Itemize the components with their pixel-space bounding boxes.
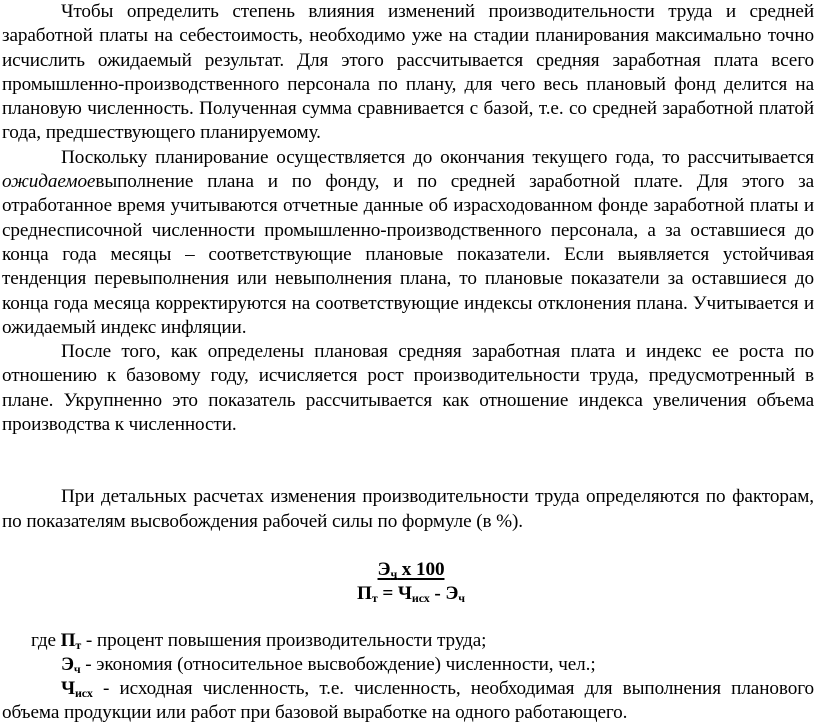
definition-subscript: ч: [73, 661, 81, 676]
formula-symbol: П: [357, 583, 372, 605]
formula-subscript: ч: [458, 591, 465, 606]
paragraph-salary-planning: Чтобы определить степень влияния изменений производительности труда и средней заработной платы на себестоимость, необходимо уже на стадии планирования максимально точно исчислить ожидаемый результат. Для этого рассчитывается средняя заработная плата всего промышленно-производственного персонала по плану, для чего весь плановый фонд делится на плановую численность. Полученная сумма сравнивается с базой, т.е. со средней заработной платой года, предшествующего планируемому.: [2, 1, 814, 144]
definition-text: - процент повышения производительности труда;: [81, 629, 487, 651]
definition-text: - исходная численность, т.е. численность, необходимая для выполнения планового объема продукции или работ при базовой выработке на одного работающего.: [2, 678, 814, 724]
productivity-formula: [2, 558, 814, 607]
formula-equation: [8, 582, 814, 606]
paragraph-productivity-growth: После того, как определены плановая средняя заработная плата и индекс ее роста по отношению к базовому году, исчисляется рост производительности труда, предусмотренный в плане. Укрупненно это показатель рассчитывается как отношение индекса увеличения объема производства к численности.: [2, 341, 814, 436]
definition-subscript: т: [75, 637, 82, 652]
formula-subscript: ч: [390, 566, 398, 581]
definition-symbol: Э: [61, 653, 74, 675]
paragraph-expected-execution: [2, 146, 814, 340]
definition-item: [2, 629, 814, 653]
paragraph-text-part: выполнение плана и по фонду, и по средней заработной плате. Для этого за отработанное время учитываются отчетные данные об израсходованном фонде заработной платы и среднесписочной численности промышленно-производственного персонала, а за оставшиеся до конца года месяцы – соответствующие плановые показатели. Если выявляется устойчивая тенденция перевыполнения или невыполнения плана, то плановые показатели за оставшиеся до конца года месяца корректируются на соответствующие индексы отклонения плана. Учитывается и ожидаемый индекс инфляции.: [2, 171, 814, 338]
definition-item: [2, 653, 814, 677]
paragraph-text-part: Поскольку планирование осуществляется до окончания текущего года, то рассчитывается: [61, 146, 814, 168]
document-page: [2, 0, 814, 726]
formula-symbol: Э: [445, 583, 459, 605]
definition-symbol: Ч: [61, 678, 75, 700]
definition-symbol: П: [60, 629, 76, 651]
definition-subscript: исх: [74, 686, 93, 701]
formula-text: -: [429, 583, 446, 605]
definition-item: [2, 677, 814, 726]
formula-text: х 100: [397, 558, 445, 580]
formula-symbol: Ч: [397, 583, 412, 605]
definition-prefix: где: [31, 629, 61, 651]
paragraph-detailed-calculations: При детальных расчетах изменения производительности труда определяются по факторам, по показателям высвобождения рабочей силы по формуле (в %).: [2, 486, 814, 532]
formula-definitions: [2, 629, 814, 726]
formula-numerator: [8, 558, 814, 582]
formula-text: =: [377, 583, 398, 605]
definition-text: - экономия (относительное высвобождение) численности, чел.;: [80, 653, 596, 675]
formula-subscript: исх: [411, 591, 430, 606]
formula-subscript: т: [371, 591, 378, 606]
formula-symbol: Э: [377, 558, 391, 580]
italic-term: ожидаемое: [2, 171, 96, 193]
